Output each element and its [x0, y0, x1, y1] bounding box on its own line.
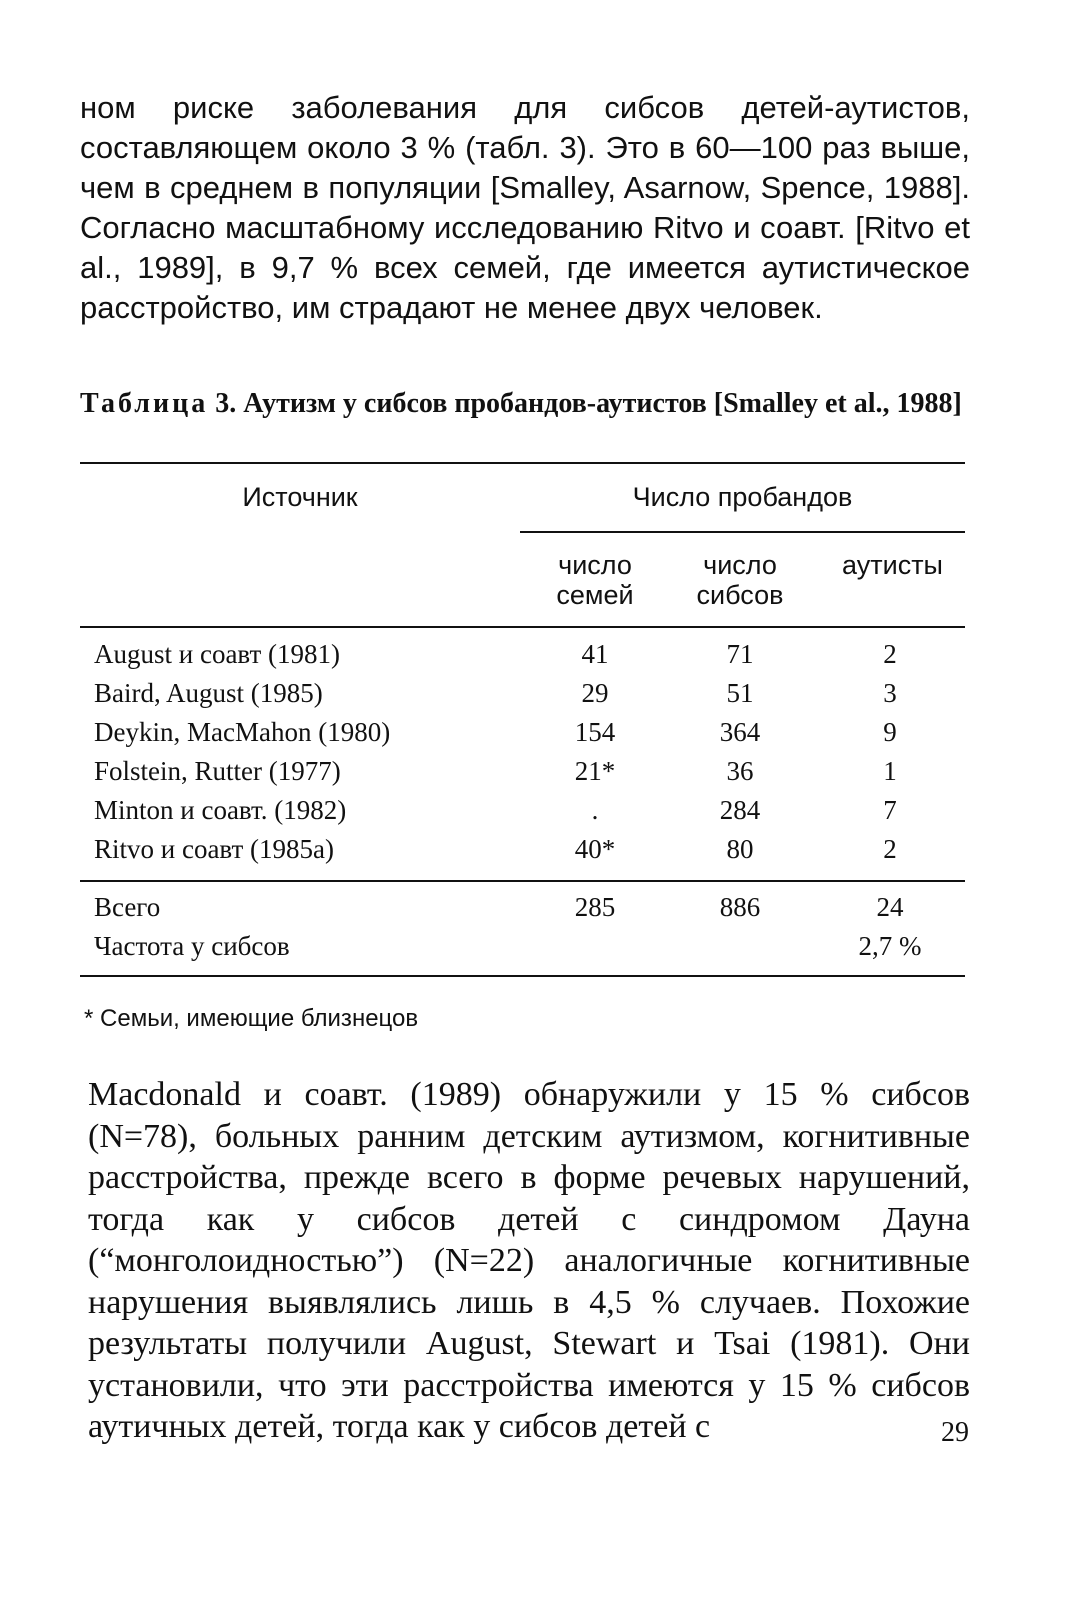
row-families: 21*	[574, 756, 616, 786]
row-autists: 2	[883, 834, 897, 864]
table-caption-text: 3. Аутизм у сибсов пробандов-аутистов [Smalley et al., 1988]	[215, 388, 962, 419]
row-source: August и соавт (1981)	[94, 639, 341, 669]
row-autists: 1	[883, 756, 897, 786]
row-sibs: 80	[726, 834, 754, 864]
row-sibs: 364	[719, 717, 761, 747]
header-families	[525, 550, 665, 610]
row-families: .	[591, 795, 599, 825]
row-autists: 9	[883, 717, 897, 747]
header-source: Источник	[242, 482, 358, 512]
body-bottom-rule	[80, 880, 965, 882]
header-group-rule	[520, 531, 965, 533]
row-families: 154	[574, 717, 616, 747]
header-families-line1: число	[558, 550, 632, 580]
header-group: Число пробандов	[632, 482, 853, 512]
total-sibs: 886	[719, 892, 761, 922]
paragraph-bottom: Macdonald и соавт. (1989) обнаружили у 15 % сибсов (N=78), больных ранним детским аутизмом, когнитивные расстройства, прежде всего в форме речевых нарушений, тогда как у сибсов детей с синдромом Дауна (“монголоидностью”) (N=22) аналогичные когнитивные нарушения выявлялись лишь в 4,5 % случаев. Похожие результаты получили August, Stewart и Tsai (1981). Они установили, что эти расстройства имеются у 15 % сибсов аутичных детей, тогда как у сибсов детей с	[88, 1076, 970, 1445]
total-label: Всего	[94, 892, 161, 922]
row-autists: 2	[883, 639, 897, 669]
frequency-value: 2,7 %	[858, 931, 922, 961]
row-families: 40*	[574, 834, 616, 864]
header-sibs-line1: число	[703, 550, 777, 580]
row-autists: 3	[883, 678, 897, 708]
page-number: 29	[941, 1417, 969, 1448]
header-families-line2: семей	[556, 580, 634, 610]
row-sibs: 71	[726, 639, 754, 669]
row-sibs: 51	[726, 678, 754, 708]
row-source: Minton и соавт. (1982)	[94, 795, 347, 825]
frequency-label: Частота у сибсов	[94, 931, 290, 961]
total-autists: 24	[876, 892, 904, 922]
row-sibs: 284	[719, 795, 761, 825]
book-page	[80, 88, 970, 1445]
header-sibs	[670, 550, 810, 610]
paragraph-top: ном риске заболевания для сибсов детей-аутистов, составляющем около 3 % (табл. 3). Это в 60—100 раз выше, чем в среднем в популяции [Smalley, Asarnow, Spence, 1988]. Согласно масштабному исследованию Ritvo и соавт. [Ritvo et al., 1989], в 9,7 % всех семей, где имеется аутистическое расстройство, им страдают не менее двух человек.	[80, 90, 970, 325]
header-bottom-rule	[80, 626, 965, 628]
row-source: Baird, August (1985)	[94, 678, 323, 708]
table-top-rule	[80, 462, 965, 464]
table-caption	[80, 388, 962, 420]
row-families: 29	[581, 678, 609, 708]
table-bottom-rule	[80, 975, 965, 977]
row-source: Folstein, Rutter (1977)	[94, 756, 341, 786]
total-families: 285	[574, 892, 616, 922]
header-sibs-line2: сибсов	[696, 580, 784, 610]
table-caption-label: Таблица	[80, 388, 209, 419]
header-autists: аутисты	[842, 550, 943, 580]
row-autists: 7	[883, 795, 897, 825]
row-source: Deykin, MacMahon (1980)	[94, 717, 391, 747]
table-footnote: * Семьи, имеющие близнецов	[84, 1005, 419, 1032]
row-families: 41	[581, 639, 609, 669]
row-sibs: 36	[726, 756, 754, 786]
row-source: Ritvo и соавт (1985а)	[94, 834, 335, 864]
